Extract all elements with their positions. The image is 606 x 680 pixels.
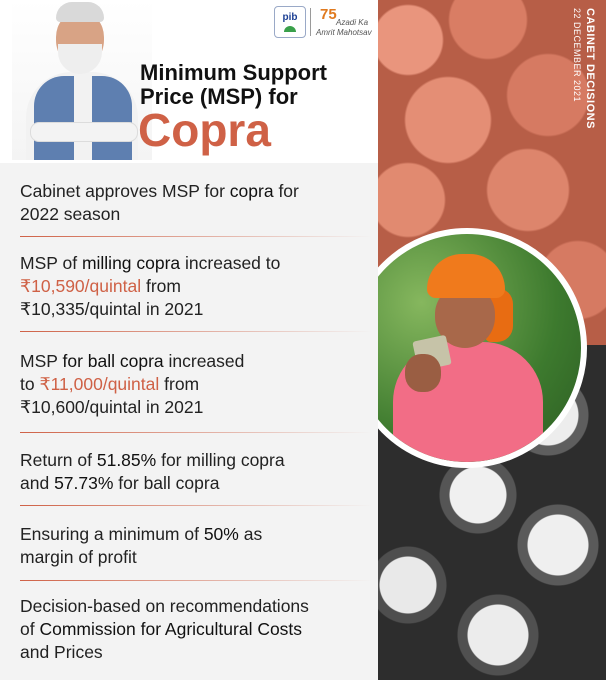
title-line-2: Price (MSP) for [140,84,298,109]
divider [20,505,372,506]
divider [20,580,372,581]
side-date: 22 DECEMBER 2021 [572,8,582,103]
pib-logo: pib [274,6,306,38]
logos [274,6,370,40]
side-label: CABINET DECISIONS [584,8,596,129]
farmer-photo [347,228,587,468]
point-ball-copra: MSP for ball copra increased to ₹11,000/quintal from ₹10,600/quintal in 2021 [20,351,245,417]
divider [20,331,372,332]
point-cacp-recommendation: Decision-based on recommendations of Commission for Agricultural Costs and Prices [20,596,309,662]
divider [20,432,372,433]
title-copra: Copra [138,104,271,156]
side-caption [560,8,600,188]
logo-divider [310,8,311,36]
leaf-icon [284,26,296,32]
point-milling-copra: MSP of milling copra increased to ₹10,590/quintal from ₹10,335/quintal in 2021 [20,253,281,319]
point-cabinet-approval: Cabinet approves MSP for copra for 2022 season [20,181,299,224]
divider [20,236,372,237]
azadi-ka-amrit-mahotsav-logo: 75 Azadi Ka Amrit Mahotsav [316,6,372,37]
point-profit-margin: Ensuring a minimum of 50% as margin of profit [20,524,263,567]
title-line-1: Minimum Support [140,60,327,85]
prime-minister-photo [12,0,152,160]
point-returns: Return of 51.85% for milling copra and 57.73% for ball copra [20,450,285,493]
